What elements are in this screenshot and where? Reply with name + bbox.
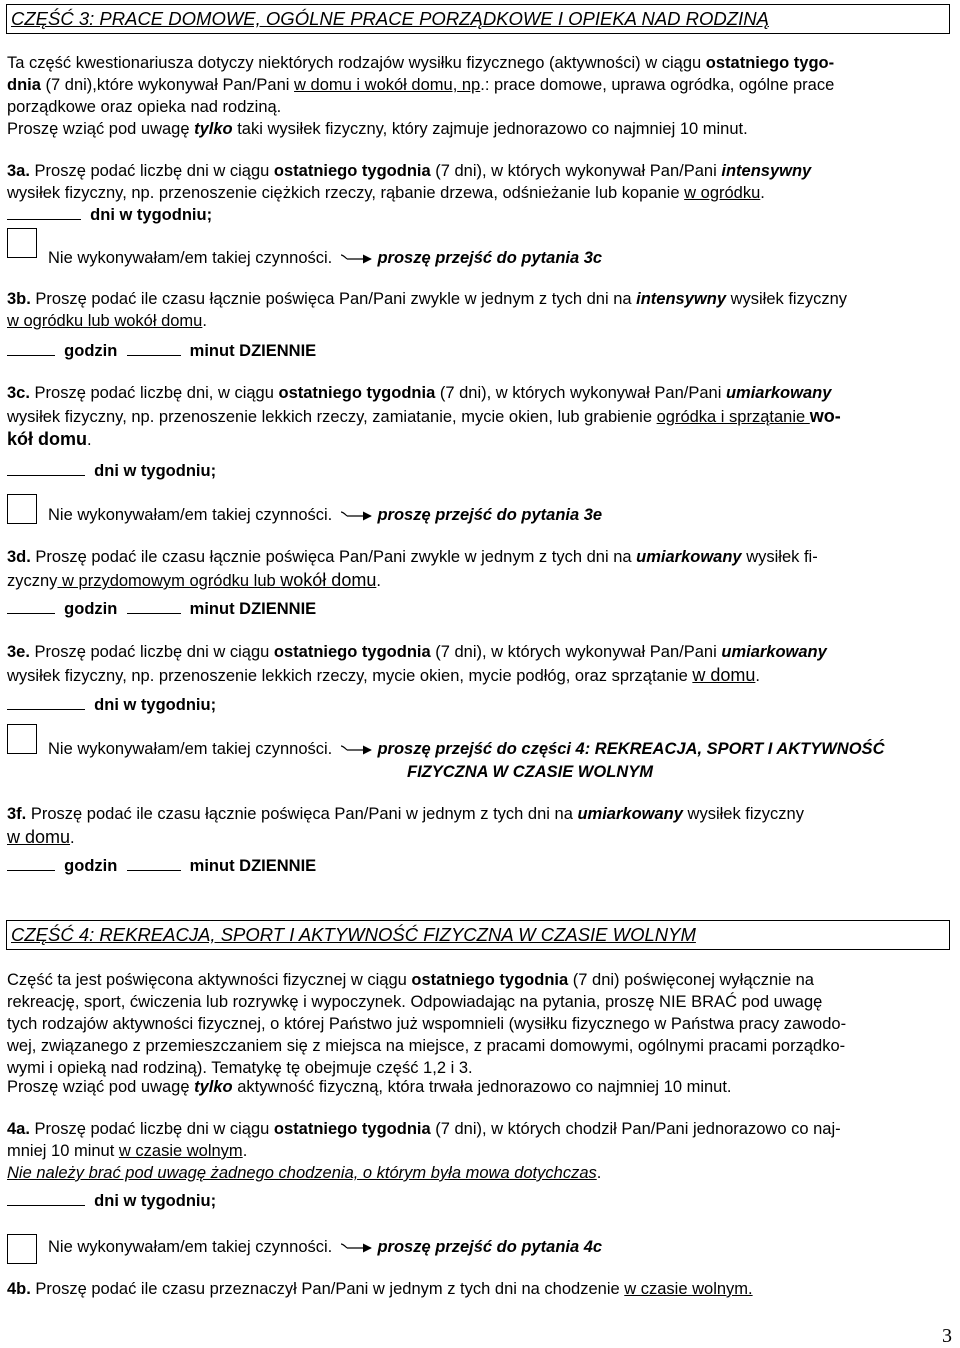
q3e-days-row: dni w tygodniu;: [7, 694, 216, 716]
section4-intro-line2: rekreację, sport, ćwiczenia lub rozrywkę i wypoczynek. Odpowiadając na pytania, proszę NIE BRAĆ pod uwagę: [7, 993, 823, 1011]
q3d-text-line2: zyczny w przydomowym ogródku lub wokół domu.: [7, 570, 381, 590]
q3f-text-line2: w domu.: [7, 827, 75, 847]
page-number: 3: [942, 1325, 952, 1347]
section4-intro-line6: Proszę wziąć pod uwagę tylko aktywność fizyczną, która trwała jednorazowo co najmniej 10 minut.: [7, 1078, 732, 1096]
q4a-none-checkbox[interactable]: [7, 1234, 37, 1264]
q3a-text-line2: wysiłek fizyczny, np. przenoszenie ciężkich rzeczy, rąbanie drzewa, odśnieżanie lub kopanie w ogródku.: [7, 184, 765, 202]
q3a-text-line1: 3a. Proszę podać liczbę dni w ciągu ostatniego tygodnia (7 dni), w których wykonywał Pan/Pani intensywny: [7, 162, 812, 180]
section3-intro-line3: porządkowe oraz opieka nad rodziną.: [7, 98, 282, 116]
q3e-none-checkbox[interactable]: [7, 724, 37, 754]
section4-intro-line4: wej, związanego z przemieszczaniem się z miejsca na miejsce, z pracami domowymi, ogólnymi pracami porządko-: [7, 1037, 846, 1055]
q4a-text-line1: 4a. Proszę podać liczbę dni w ciągu ostatniego tygodnia (7 dni), w których chodził Pan/Pani jednorazowo co naj-: [7, 1120, 841, 1138]
section3-intro-line4: Proszę wziąć pod uwagę tylko taki wysiłek fizyczny, który zajmuje jednorazowo co najmniej 10 minut.: [7, 120, 748, 138]
arrow-right-icon: [337, 744, 373, 756]
q4a-text-line2: mniej 10 minut w czasie wolnym.: [7, 1142, 248, 1160]
q3d-time-row: godzin minut DZIENNIE: [7, 598, 316, 620]
q3f-hours-field[interactable]: [7, 856, 55, 871]
arrow-right-icon: [337, 510, 373, 522]
section4-intro-line3: tych rodzajów aktywności fizycznej, o której Państwo już wspomnieli (wysiłku fizycznego w Państwa pracy zawodo-: [7, 1015, 847, 1033]
q3c-days-field[interactable]: [7, 461, 85, 476]
q3b-time-row: godzin minut DZIENNIE: [7, 340, 316, 362]
q3b-hours-field[interactable]: [7, 341, 55, 356]
q3c-none-checkbox[interactable]: [7, 494, 37, 524]
q4a-note: Nie należy brać pod uwagę żadnego chodzenia, o którym była mowa dotychczas.: [7, 1164, 602, 1182]
section4-intro-line1: Część ta jest poświęcona aktywności fizycznej w ciągu ostatniego tygodnia (7 dni) poświęconej wyłącznie na: [7, 971, 814, 989]
q3f-minutes-field[interactable]: [127, 856, 181, 871]
section4-intro-line5: wymi i opieką nad rodziną). Tematykę tę obejmuje część 1,2 i 3.: [7, 1059, 473, 1077]
q3c-text-line3: kół domu.: [7, 429, 92, 449]
q3e-skip-line2: FIZYCZNA W CZASIE WOLNYM: [407, 763, 653, 781]
section3-intro-line1: Ta część kwestionariusza dotyczy niektórych rodzajów wysiłku fizycznego (aktywności) w ciągu ostatniego tygo-: [7, 54, 835, 72]
q3a-none-row: Nie wykonywałam/em takiej czynności. proszę przejść do pytania 3c: [48, 249, 603, 267]
section4-header: CZĘŚĆ 4: REKREACJA, SPORT I AKTYWNOŚĆ FIZYCZNA W CZASIE WOLNYM: [6, 920, 950, 950]
q3b-text-line1: 3b. Proszę podać ile czasu łącznie poświęca Pan/Pani zwykle w jednym z tych dni na intensywny wysiłek fizyczny: [7, 290, 848, 308]
q3c-none-row: Nie wykonywałam/em takiej czynności. proszę przejść do pytania 3e: [48, 506, 603, 524]
q3d-text-line1: 3d. Proszę podać ile czasu łącznie poświęca Pan/Pani zwykle w jednym z tych dni na umiarkowany wysiłek fi-: [7, 548, 818, 566]
q3a-days-field[interactable]: [7, 205, 81, 220]
section3-intro-line2: dnia (7 dni),które wykonywał Pan/Pani w domu i wokół domu, np.: prace domowe, uprawa ogródka, ogólne prace: [7, 76, 835, 94]
q4b-text-line1: 4b. Proszę podać ile czasu przeznaczył Pan/Pani w jednym z tych dni na chodzenie w czasie wolnym.: [7, 1280, 753, 1298]
section3-header: CZĘŚĆ 3: PRACE DOMOWE, OGÓLNE PRACE PORZĄDKOWE I OPIEKA NAD RODZINĄ: [6, 4, 950, 34]
q3a-days-row: dni w tygodniu;: [7, 204, 212, 226]
q3e-days-field[interactable]: [7, 695, 85, 710]
q3d-hours-field[interactable]: [7, 599, 55, 614]
arrow-right-icon: [337, 253, 373, 265]
q3c-text-line2: wysiłek fizyczny, np. przenoszenie lekkich rzeczy, zamiatanie, mycie okien, lub grabienie ogródka i sprzątanie wo-: [7, 406, 841, 426]
q3e-text-line2: wysiłek fizyczny, np. przenoszenie lekkich rzeczy, mycie okien, mycie podłóg, oraz sprzątanie w domu.: [7, 665, 760, 685]
q3a-none-checkbox[interactable]: [7, 228, 37, 258]
q3f-text-line1: 3f. Proszę podać ile czasu łącznie poświęca Pan/Pani w jednym z tych dni na umiarkowany wysiłek fizyczny: [7, 805, 804, 823]
q3b-minutes-field[interactable]: [127, 341, 181, 356]
q3b-text-line2: w ogródku lub wokół domu.: [7, 312, 207, 330]
q4a-days-field[interactable]: [7, 1191, 85, 1206]
q3e-text-line1: 3e. Proszę podać liczbę dni w ciągu ostatniego tygodnia (7 dni), w których wykonywał Pan/Pani umiarkowany: [7, 643, 827, 661]
q3c-days-row: dni w tygodniu;: [7, 460, 216, 482]
q3e-none-row: Nie wykonywałam/em takiej czynności. proszę przejść do części 4: REKREACJA, SPORT I AKTYWNOŚĆ: [48, 740, 885, 758]
q3c-text-line1: 3c. Proszę podać liczbę dni, w ciągu ostatniego tygodnia (7 dni), w których wykonywał Pan/Pani umiarkowany: [7, 384, 832, 402]
q3d-minutes-field[interactable]: [127, 599, 181, 614]
q3f-time-row: godzin minut DZIENNIE: [7, 855, 316, 877]
arrow-right-icon: [337, 1242, 373, 1254]
q4a-days-row: dni w tygodniu;: [7, 1190, 216, 1212]
q4a-none-row: Nie wykonywałam/em takiej czynności. proszę przejść do pytania 4c: [48, 1238, 603, 1256]
